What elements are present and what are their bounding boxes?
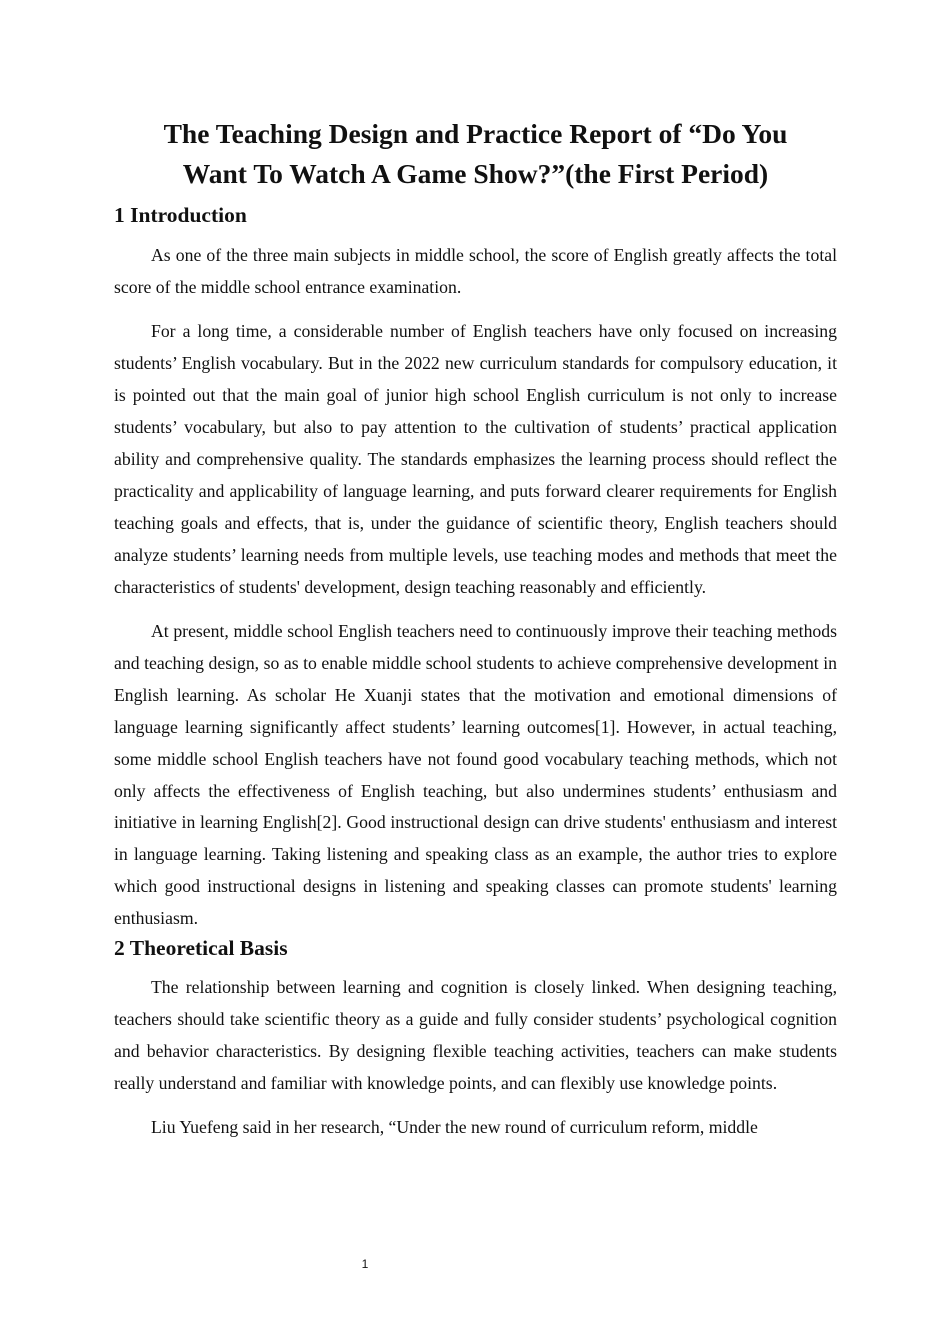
paragraph: For a long time, a considerable number of English teachers have only focused on increasing students’ English vocabulary. But in the 2022 new curriculum standards for compulsory education, it is pointed out that the main goal of junior high school English curriculum is not only to increase students’ vocabulary, but also to pay attention to the cultivation of students’ practical application ability and comprehensive quality. The standards emphasizes the learning process should reflect the practicality and applicability of language learning, and puts forward clearer requirements for English teaching goals and effects, that is, under the guidance of scientific theory, English teachers should analyze students’ learning needs from multiple levels, use teaching modes and methods that meet the characteristics of students' development, design teaching reasonably and efficiently.	[114, 321, 837, 597]
paragraph: At present, middle school English teachers need to continuously improve their teaching methods and teaching design, so as to enable middle school students to achieve comprehensive development in English learning. As scholar He Xuanji states that the motivation and emotional dimensions of language learning significantly affect students’ learning outcomes[1]. However, in actual teaching, some middle school English teachers have not found good vocabulary teaching methods, which not only affects the effectiveness of English teaching, but also undermines students’ enthusiasm and initiative in learning English[2]. Good instructional design can drive students' enthusiasm and interest in language learning. Taking listening and speaking class as an example, the author tries to explore which good instructional designs in listening and speaking classes can promote students' learning enthusiasm.	[114, 620, 837, 929]
page-number: 1	[361, 1257, 369, 1271]
section-heading-theoretical-basis: 2 Theoretical Basis	[114, 936, 288, 961]
title-line-2: Want To Watch A Game Show?”(the First Period)	[182, 158, 769, 189]
page-content	[114, 114, 837, 1157]
section-heading-introduction: 1 Introduction	[114, 203, 247, 227]
document-title	[114, 114, 837, 194]
title-line-1: The Teaching Design and Practice Report of “Do You	[163, 118, 788, 149]
paragraph: Liu Yuefeng said in her research, “Under the new round of curriculum reform, middle	[151, 1117, 758, 1138]
paragraph: As one of the three main subjects in middle school, the score of English greatly affects the total score of the middle school entrance examination.	[114, 245, 837, 297]
paragraph: The relationship between learning and cognition is closely linked. When designing teaching, teachers should take scientific theory as a guide and fully consider students’ psychological cognition and behavior characteristics. By designing flexible teaching activities, teachers can make students really understand and familiar with knowledge points, and can flexibly use knowledge points.	[114, 977, 837, 1093]
